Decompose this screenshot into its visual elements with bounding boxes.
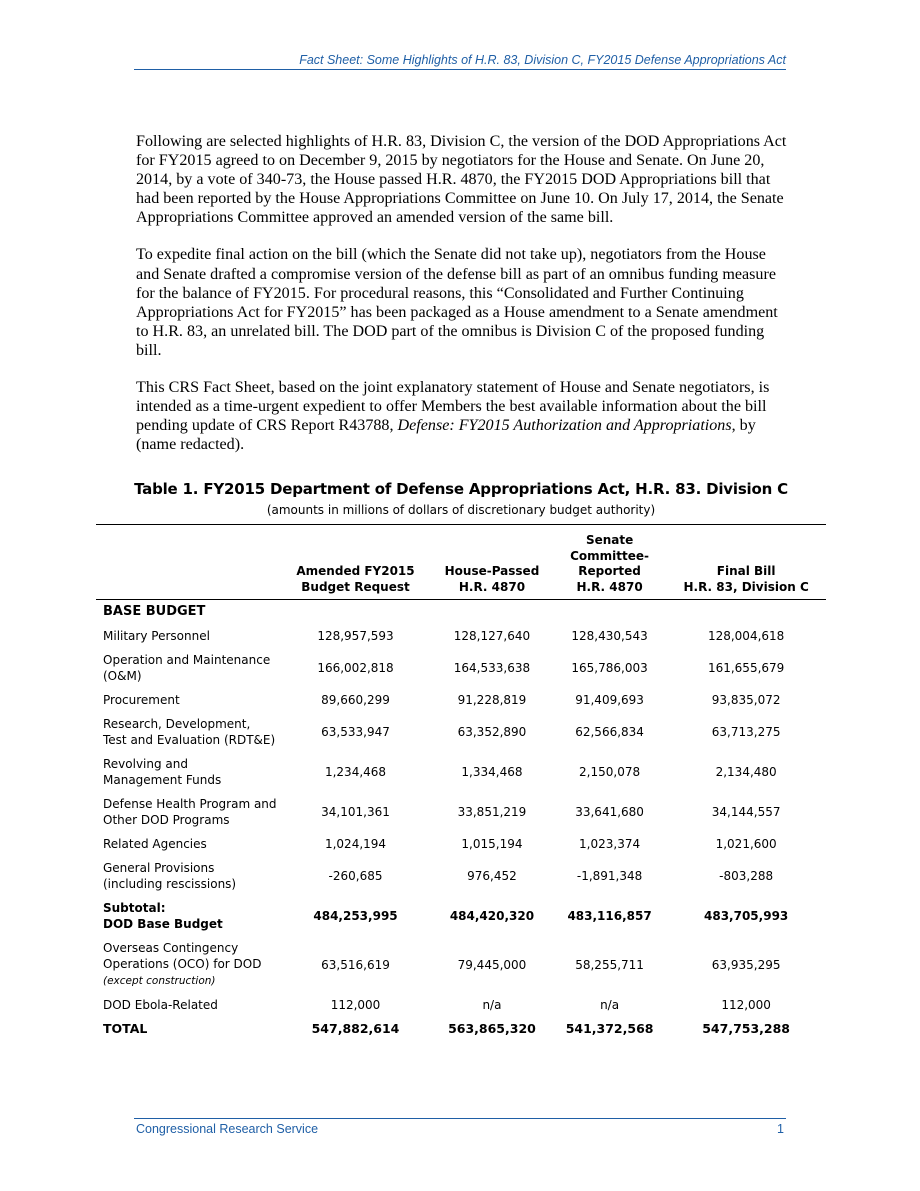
- cell-value: 483,116,857: [567, 909, 652, 923]
- cell-value: 563,865,320: [448, 1021, 536, 1036]
- running-header: Fact Sheet: Some Highlights of H.R. 83, Division C, FY2015 Defense Appropriations Act: [134, 53, 786, 70]
- row-label: Subtotal: DOD Base Budget: [103, 901, 223, 931]
- cell-value: 484,253,995: [313, 909, 398, 923]
- paragraph-1: Following are selected highlights of H.R. 83, Division C, the version of the DOD Appropriations Act for FY2015 agreed to on December 9, 2015 by negotiators for the House and Senate. On June 20, 2014, by a vote of 340-73, the House passed H.R. 4870, the FY2015 DOD Appropriations bill that had been reported by the House Appropriations Committee on June 10. On July 17, 2014, the Senate Appropriations Committee approved an amended version of the same bill.: [136, 133, 787, 227]
- table-row: [96, 712, 826, 752]
- paragraph-3-text-a: This CRS Fact Sheet, based on the joint explanatory statement of House and Senate negotiators, is intended as a time-urgent expedient to offer Members the best available information about the bill pending update of CRS Report R43788,: [136, 379, 770, 435]
- footer-org: Congressional Research Service: [136, 1122, 319, 1136]
- page-number: 1: [777, 1122, 784, 1136]
- report-title: Defense: FY2015 Authorization and Appropriations: [397, 417, 732, 435]
- cell-value: 112,000: [330, 998, 381, 1012]
- cell-value: 112,000: [721, 998, 771, 1012]
- table-row: [96, 752, 826, 792]
- appropriations-table: [96, 524, 826, 1041]
- cell-value: 547,753,288: [702, 1021, 791, 1036]
- row-label: DOD Ebola-Related: [103, 998, 218, 1012]
- table-title: Table 1. FY2015 Department of Defense Appropriations Act, H.R. 83. Division C: [134, 480, 788, 498]
- row-label: Defense Health Program and Other DOD Programs: [103, 797, 277, 827]
- cell-value: 91,228,819: [457, 693, 527, 707]
- cell-value: 1,023,374: [579, 837, 641, 851]
- cell-value: 93,835,072: [711, 693, 781, 707]
- cell-value: 63,713,275: [711, 725, 781, 739]
- header-budget-request: Amended FY2015 Budget Request: [280, 525, 431, 600]
- row-label: TOTAL: [103, 1021, 148, 1036]
- header-senate-committee: Senate Committee- Reported H.R. 4870: [553, 525, 666, 600]
- cell-value: n/a: [600, 998, 620, 1012]
- cell-value: 33,641,680: [575, 805, 644, 819]
- section-label: BASE BUDGET: [103, 604, 206, 619]
- cell-value: 62,566,834: [575, 725, 644, 739]
- cell-value: 63,516,619: [321, 957, 390, 972]
- cell-value: 483,705,993: [704, 909, 789, 923]
- table-header-row: [96, 525, 826, 600]
- row-label: Operation and Maintenance (O&M): [103, 653, 271, 683]
- table-row: [96, 832, 826, 856]
- oco-row: [96, 936, 826, 993]
- table-row: [96, 624, 826, 648]
- row-label: Procurement: [103, 693, 180, 707]
- cell-value: -1,891,348: [576, 869, 643, 883]
- cell-value: n/a: [482, 998, 502, 1012]
- cell-value: 547,882,614: [311, 1021, 400, 1036]
- cell-value: 63,352,890: [457, 725, 527, 739]
- cell-value: 33,851,219: [457, 805, 527, 819]
- row-label: General Provisions (including rescissions): [103, 861, 237, 891]
- total-row: [96, 1017, 826, 1041]
- cell-value: 91,409,693: [575, 693, 644, 707]
- row-label: Military Personnel: [103, 629, 210, 643]
- cell-value: 63,935,295: [711, 957, 781, 972]
- cell-value: -803,288: [719, 869, 774, 883]
- row-label: Overseas Contingency Operations (OCO) for DOD (except construction): [103, 941, 262, 987]
- cell-value: 128,004,618: [707, 629, 785, 643]
- cell-value: 976,452: [467, 869, 517, 883]
- table-row: [96, 648, 826, 688]
- subtotal-row: [96, 896, 826, 936]
- cell-value: 79,445,000: [457, 957, 527, 972]
- ebola-row: [96, 993, 826, 1017]
- paragraph-2: To expedite final action on the bill (which the Senate did not take up), negotiators from the House and Senate drafted a compromise version of the defense bill as part of an omnibus funding measure for the balance of FY2015. For procedural reasons, this “Consolidated and Further Continuing Appropriations Act for FY2015” has been packaged as a House amendment to a Senate amendment to H.R. 83, an unrelated bill. The DOD part of the omnibus is Division C of the proposed funding bill.: [136, 246, 778, 359]
- body-text: [136, 132, 788, 472]
- table-subtitle: (amounts in millions of dollars of discretionary budget authority): [266, 503, 656, 517]
- cell-value: 2,150,078: [579, 765, 641, 779]
- cell-value: 58,255,711: [575, 957, 644, 972]
- cell-value: 541,372,568: [565, 1021, 654, 1036]
- cell-value: 1,024,194: [324, 837, 387, 851]
- cell-value: 63,533,947: [321, 725, 390, 739]
- table-row: [96, 792, 826, 832]
- cell-value: 128,957,593: [317, 629, 394, 643]
- table-row: [96, 688, 826, 712]
- cell-value: 484,420,320: [449, 909, 535, 923]
- paragraph-3: [136, 378, 788, 454]
- cell-value: 2,134,480: [715, 765, 777, 779]
- cell-value: 128,430,543: [571, 629, 648, 643]
- cell-value: 1,234,468: [324, 765, 387, 779]
- paragraph-3-text-b: , by (name redacted).: [136, 417, 756, 454]
- cell-value: 1,015,194: [461, 837, 523, 851]
- footer-rule: [134, 1118, 786, 1119]
- section-row: [96, 600, 826, 625]
- row-label: Research, Development, Test and Evaluation (RDT&E): [103, 717, 276, 747]
- cell-value: 1,334,468: [461, 765, 523, 779]
- cell-value: -260,685: [328, 869, 383, 883]
- cell-value: 166,002,818: [317, 661, 394, 675]
- cell-value: 128,127,640: [453, 629, 531, 643]
- cell-value: 161,655,679: [707, 661, 785, 675]
- row-note: (except construction): [103, 975, 216, 987]
- cell-value: 1,021,600: [715, 837, 777, 851]
- row-label: Related Agencies: [103, 837, 207, 851]
- cell-value: 34,101,361: [321, 805, 390, 819]
- header-label-col: [96, 525, 280, 600]
- cell-value: 89,660,299: [321, 693, 390, 707]
- table-row: [96, 856, 826, 896]
- cell-value: 34,144,557: [711, 805, 781, 819]
- cell-value: 164,533,638: [453, 661, 531, 675]
- cell-value: 165,786,003: [571, 661, 648, 675]
- row-label: Revolving and Management Funds: [103, 757, 222, 787]
- header-final-bill: Final Bill H.R. 83, Division C: [666, 525, 826, 600]
- header-house-passed: House-Passed H.R. 4870: [431, 525, 553, 600]
